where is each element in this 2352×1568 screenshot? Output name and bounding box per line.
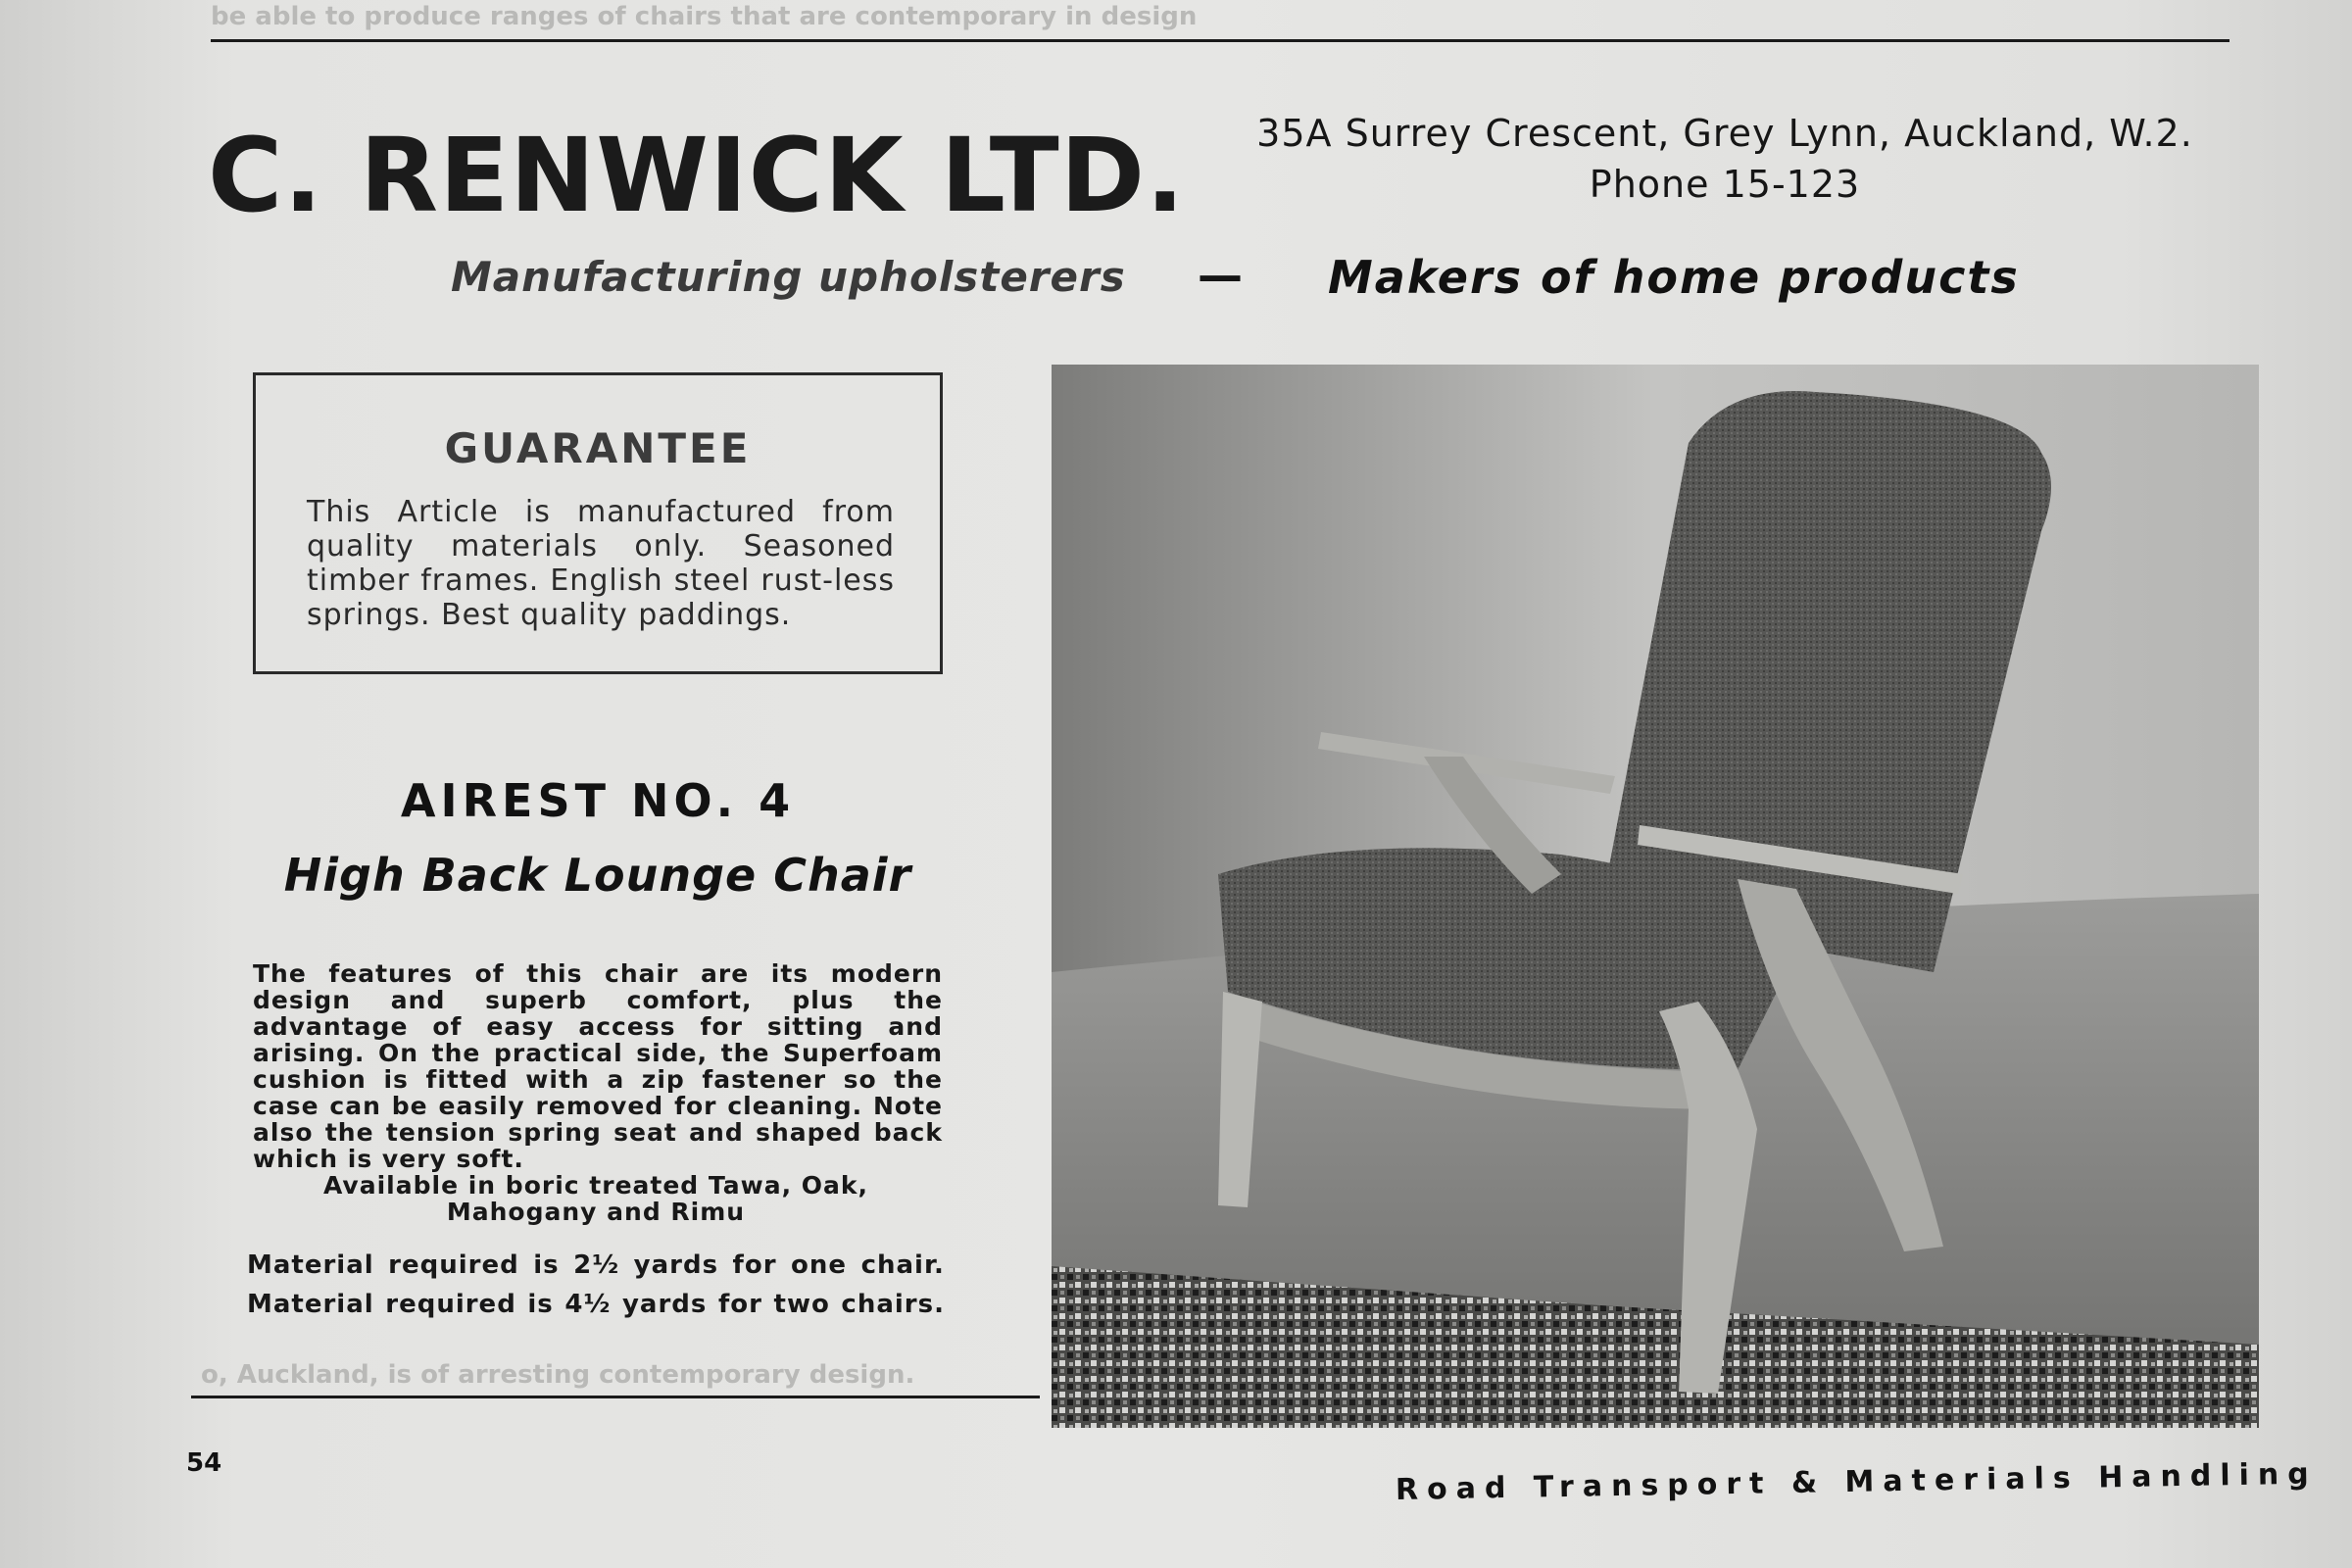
- material-line-two: [247, 1290, 945, 1319]
- bottom-rule: [191, 1396, 1040, 1398]
- material-word: yards: [621, 1290, 708, 1319]
- material-word: for: [732, 1250, 777, 1280]
- material-word: yards: [633, 1250, 719, 1280]
- material-word: 4½: [564, 1290, 612, 1319]
- chair-photograph: [1052, 365, 2259, 1428]
- top-rule: [211, 39, 2230, 42]
- publication-footer: Road Transport & Materials Handling: [1395, 1456, 2319, 1507]
- material-word: chairs.: [841, 1290, 945, 1319]
- material-word: 2½: [573, 1250, 620, 1280]
- availability-text: Available in boric treated Tawa, Oak, Mahogany and Rimu: [322, 1171, 869, 1226]
- guarantee-text: This Article is manufactured from quality materials only. Seasoned timber frames. English steel rust-less springs. Best quality paddings.: [307, 495, 895, 632]
- material-word: one: [791, 1250, 848, 1280]
- bleed-through-text-top: be able to produce ranges of chairs that are contemporary in design: [211, 2, 1198, 31]
- phone-line: Phone 15-123: [1589, 163, 1861, 206]
- tagline-dash: —: [1198, 249, 1243, 302]
- material-word: is: [533, 1250, 560, 1280]
- product-model: AIREST NO. 4: [400, 774, 796, 827]
- tagline-left: Manufacturing upholsterers: [451, 253, 1126, 301]
- product-description: The features of this chair are its modern design and superb comfort, plus the advantage of easy access for sitting and arising. On the practical side, the Superfoam cushion is fitted with a zip fastener so the case can be easily removed for cleaning. Note also the tension spring seat and shaped back which is very soft.: [253, 959, 943, 1173]
- material-line-one: [247, 1250, 945, 1280]
- material-word: two: [773, 1290, 830, 1319]
- material-word: is: [527, 1290, 554, 1319]
- material-word: required: [385, 1290, 516, 1319]
- bleed-through-text-bottom: o, Auckland, is of arresting contemporary design.: [201, 1360, 915, 1390]
- product-subtitle: High Back Lounge Chair: [283, 849, 912, 902]
- company-name: C. RENWICK LTD.: [208, 116, 1186, 235]
- address-block: [1205, 108, 2244, 210]
- material-word: Material: [247, 1290, 374, 1319]
- material-word: Material: [247, 1250, 374, 1280]
- guarantee-title: GUARANTEE: [444, 424, 752, 472]
- tagline-right: Makers of home products: [1328, 251, 2020, 304]
- material-word: for: [717, 1290, 762, 1319]
- guarantee-box: [253, 372, 943, 674]
- material-word: required: [388, 1250, 519, 1280]
- lounge-chair-image: [1052, 365, 2259, 1428]
- address-line: 35A Surrey Crescent, Grey Lynn, Auckland, W.2.: [1256, 112, 2193, 155]
- material-word: chair.: [860, 1250, 945, 1280]
- page-number: 54: [186, 1448, 222, 1478]
